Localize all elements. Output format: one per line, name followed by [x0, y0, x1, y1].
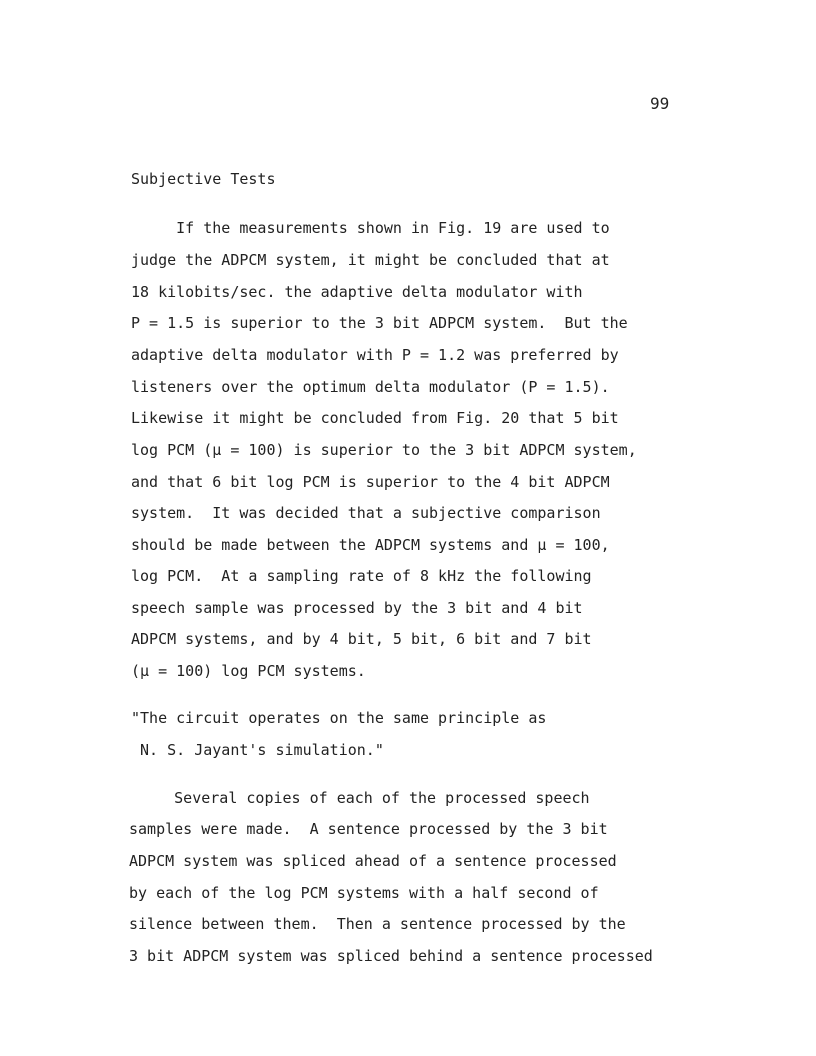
text-line: judge the ADPCM system, it might be concluded that at	[131, 251, 610, 269]
text-line: N. S. Jayant's simulation."	[131, 741, 384, 759]
text-line: should be made between the ADPCM systems and μ = 100,	[131, 536, 610, 554]
text-line: speech sample was processed by the 3 bit and 4 bit	[131, 599, 583, 617]
text-line: and that 6 bit log PCM is superior to the 4 bit ADPCM	[131, 473, 610, 491]
text-line: ADPCM system was spliced ahead of a sentence processed	[129, 852, 617, 870]
section-heading: Subjective Tests	[131, 170, 276, 188]
text-line: 18 kilobits/sec. the adaptive delta modulator with	[131, 283, 583, 301]
text-line: P = 1.5 is superior to the 3 bit ADPCM system. But the	[131, 314, 628, 332]
page-number: 99	[650, 94, 670, 113]
text-line: Likewise it might be concluded from Fig. 20 that 5 bit	[131, 409, 619, 427]
text-line: Several copies of each of the processed speech	[129, 789, 590, 807]
text-line: by each of the log PCM systems with a half second of	[129, 884, 599, 902]
text-line: system. It was decided that a subjective comparison	[131, 504, 601, 522]
text-line: log PCM (μ = 100) is superior to the 3 bit ADPCM system,	[131, 441, 637, 459]
text-line: adaptive delta modulator with P = 1.2 was preferred by	[131, 346, 619, 364]
text-line: samples were made. A sentence processed by the 3 bit	[129, 820, 608, 838]
text-line: (μ = 100) log PCM systems.	[131, 662, 366, 680]
text-line: listeners over the optimum delta modulator (P = 1.5).	[131, 378, 610, 396]
text-line: log PCM. At a sampling rate of 8 kHz the following	[131, 567, 592, 585]
text-line: silence between them. Then a sentence processed by the	[129, 915, 626, 933]
text-line: If the measurements shown in Fig. 19 are used to	[131, 219, 610, 237]
text-line: ADPCM systems, and by 4 bit, 5 bit, 6 bit and 7 bit	[131, 630, 592, 648]
text-line: 3 bit ADPCM system was spliced behind a sentence processed	[129, 947, 653, 965]
text-line: "The circuit operates on the same principle as	[131, 709, 547, 727]
